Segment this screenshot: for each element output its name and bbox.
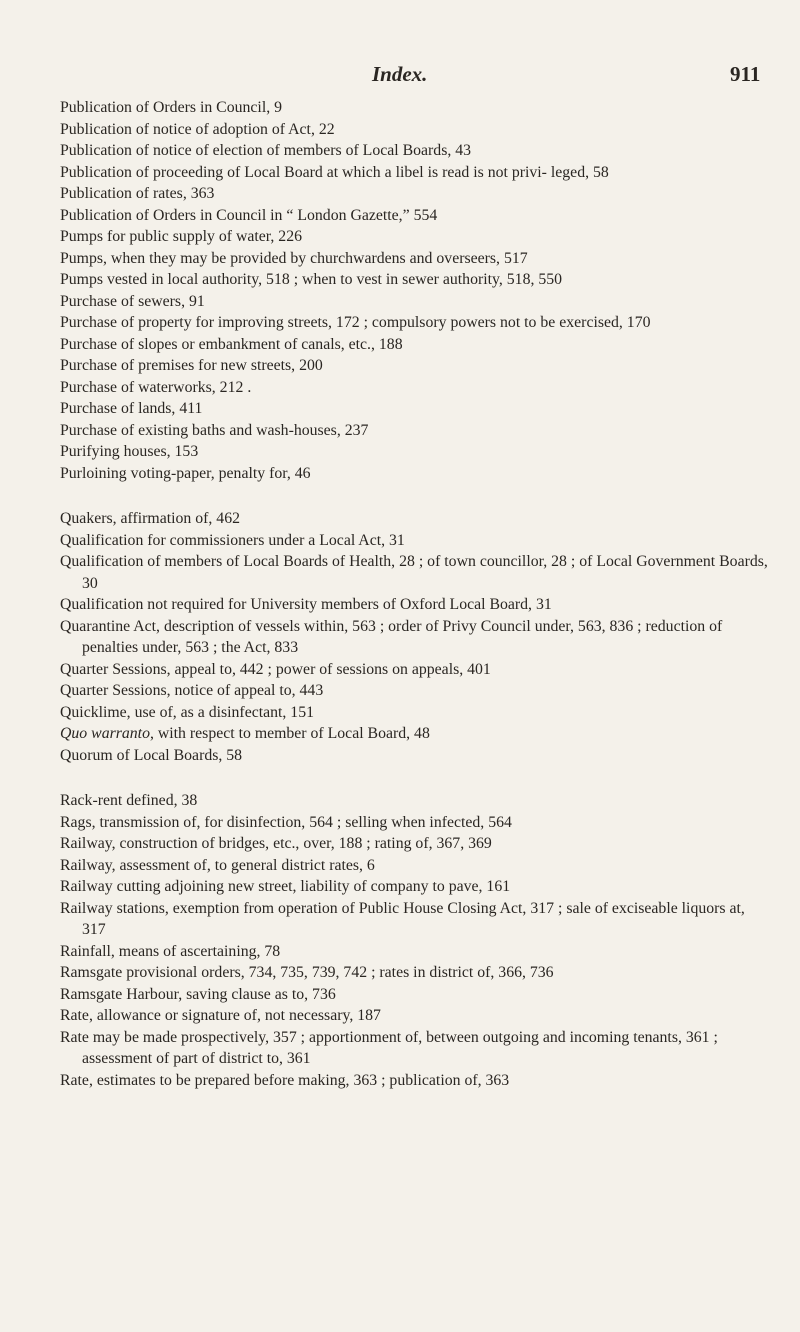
index-entry: Qualification for commissioners under a Local Act, 31 [60,531,405,549]
index-entry: Qualification of members of Local Boards of Health, 28 ; of town councillor, 28 ; of Local Government Boards, 30 [60,553,768,592]
index-entry: Pumps, when they may be provided by churchwardens and overseers, 517 [60,249,528,267]
index-entry: Purchase of premises for new streets, 200 [60,357,323,374]
index-entry: Rags, transmission of, for disinfection, 564 ; selling when infected, 564 [60,813,512,831]
index-entry: Rate may be made prospectively, 357 ; apportionment of, between outgoing and incoming tenants, 361 ; assessment of part of district to, 361 [60,1028,718,1067]
index-entry: Quarantine Act, description of vessels within, 563 ; order of Privy Council under, 563, 836 ; reduction of penalties under, 563 ; the Act, 833 [60,617,723,656]
index-entry: Railway, assessment of, to general district rates, 6 [60,856,375,874]
index-entry: Rack-rent defined, 38 [60,792,198,809]
index-entry: Quorum of Local Boards, 58 [60,746,243,764]
index-entry: Publication of notice of election of members of Local Boards, 43 [60,142,472,159]
index-entry: Quarter Sessions, notice of appeal to, 443 [60,682,324,699]
index-entry: Rate, allowance or signature of, not necessary, 187 [60,1007,381,1024]
index-entry: Publication of Orders in Council in “ London Gazette,” 554 [60,206,438,224]
index-entry: Qualification not required for University members of Oxford Local Board, 31 [60,596,552,613]
index-entry: Pumps vested in local authority, 518 ; when to vest in sewer authority, 518, 550 [60,271,563,288]
index-entry: Publication of rates, 363 [60,185,215,202]
index-entry: Quarter Sessions, appeal to, 442 ; power of sessions on appeals, 401 [60,660,491,678]
index-section-q [60,508,770,766]
index-entry: Purchase of slopes or embankment of canals, etc., 188 [60,335,403,353]
index-entry: Purchase of sewers, 91 [60,292,205,310]
index-entry: Quakers, affirmation of, 462 [60,510,241,527]
index-entry: Rate, estimates to be prepared before making, 363 ; publication of, 363 [60,1071,510,1089]
index-entry: Quicklime, use of, as a disinfectant, 151 [60,703,314,721]
index-entry: Purchase of lands, 411 [60,400,203,417]
index-entry: Publication of proceeding of Local Board at which a libel is read is not privi- leged, 58 [60,163,609,181]
index-entry: Publication of notice of adoption of Act, 22 [60,120,335,138]
page-number: 911 [730,62,761,86]
index-entry: Ramsgate Harbour, saving clause as to, 736 [60,985,336,1003]
index-entry: Railway cutting adjoining new street, liability of company to pave, 161 [60,878,511,895]
index-entry: Railway stations, exemption from operation of Public House Closing Act, 317 ; sale of exciseable liquors at, 317 [60,899,745,938]
index-body [60,97,770,1091]
index-entry: Purchase of existing baths and wash-houses, 237 [60,421,369,439]
index-entry: Purloining voting-paper, penalty for, 46 [60,464,311,482]
index-entry: Rainfall, means of ascertaining, 78 [60,942,281,960]
index-entry: Purchase of waterworks, 212 . [60,378,252,396]
index-entry: Railway, construction of bridges, etc., over, 188 ; rating of, 367, 369 [60,835,492,852]
index-entry: Publication of Orders in Council, 9 [60,99,283,116]
index-entry: Purchase of property for improving streets, 172 ; compulsory powers not to be exercised, 170 [60,314,651,331]
page-header [0,62,800,92]
index-entry: Purifying houses, 153 [60,443,199,460]
index-section-r [60,790,770,1091]
index-entry: Ramsgate provisional orders, 734, 735, 739, 742 ; rates in district of, 366, 736 [60,964,554,981]
index-entry: Pumps for public supply of water, 226 [60,228,302,245]
index-section-p [60,97,770,484]
index-entry-quo-warranto: Quo warranto, with respect to member of Local Board, 48 [60,725,430,742]
running-title: Index. [372,62,428,86]
